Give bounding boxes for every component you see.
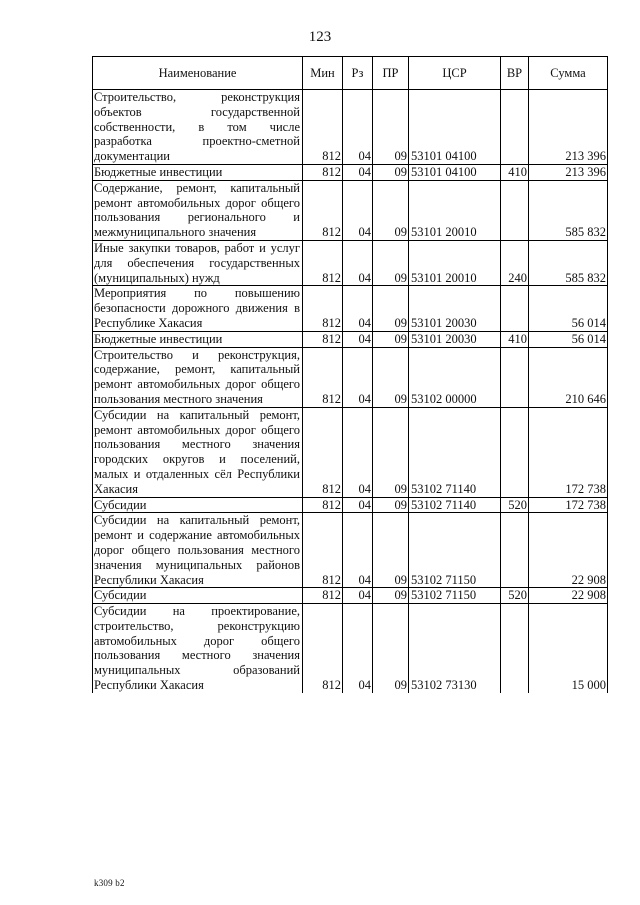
cell-vr	[501, 180, 529, 240]
cell-pr: 09	[373, 180, 409, 240]
cell-name: Субсидии на капитальный ремонт, ремонт автомобильных дорог общего пользования местного значения городских округов и поселений, малых и отдаленных сёл Республики Хакасия	[93, 407, 303, 497]
cell-csr: 53102 71150	[409, 513, 501, 588]
cell-sum: 213 396	[529, 164, 608, 180]
cell-min: 812	[303, 90, 343, 165]
cell-vr: 520	[501, 588, 529, 604]
cell-min: 812	[303, 286, 343, 331]
cell-sum: 15 000	[529, 604, 608, 693]
cell-vr	[501, 407, 529, 497]
cell-sum: 56 014	[529, 286, 608, 331]
cell-pr: 09	[373, 588, 409, 604]
cell-csr: 53102 71140	[409, 407, 501, 497]
cell-sum: 213 396	[529, 90, 608, 165]
cell-rz: 04	[343, 180, 373, 240]
cell-min: 812	[303, 240, 343, 285]
cell-sum: 22 908	[529, 588, 608, 604]
cell-sum: 56 014	[529, 331, 608, 347]
cell-min: 812	[303, 604, 343, 693]
cell-rz: 04	[343, 164, 373, 180]
column-header-csr: ЦСР	[409, 57, 501, 90]
table-row	[93, 331, 608, 347]
cell-vr: 410	[501, 331, 529, 347]
table-row	[93, 347, 608, 407]
cell-pr: 09	[373, 286, 409, 331]
cell-sum: 172 738	[529, 497, 608, 513]
cell-name: Субсидии	[93, 588, 303, 604]
cell-rz: 04	[343, 407, 373, 497]
cell-csr: 53102 71140	[409, 497, 501, 513]
cell-vr	[501, 513, 529, 588]
table-row	[93, 407, 608, 497]
table-header-row	[93, 57, 608, 90]
cell-csr: 53101 04100	[409, 164, 501, 180]
cell-min: 812	[303, 513, 343, 588]
cell-csr: 53101 20010	[409, 240, 501, 285]
cell-rz: 04	[343, 286, 373, 331]
cell-pr: 09	[373, 497, 409, 513]
cell-csr: 53102 71150	[409, 588, 501, 604]
cell-min: 812	[303, 180, 343, 240]
cell-csr: 53102 73130	[409, 604, 501, 693]
cell-pr: 09	[373, 164, 409, 180]
cell-min: 812	[303, 331, 343, 347]
table-row	[93, 164, 608, 180]
cell-vr	[501, 90, 529, 165]
cell-min: 812	[303, 407, 343, 497]
cell-vr	[501, 286, 529, 331]
column-header-name: Наименование	[93, 57, 303, 90]
cell-pr: 09	[373, 90, 409, 165]
cell-vr: 240	[501, 240, 529, 285]
table-row	[93, 513, 608, 588]
cell-rz: 04	[343, 347, 373, 407]
cell-min: 812	[303, 347, 343, 407]
table-row	[93, 604, 608, 693]
cell-min: 812	[303, 588, 343, 604]
cell-csr: 53101 20010	[409, 180, 501, 240]
cell-sum: 22 908	[529, 513, 608, 588]
table-row	[93, 588, 608, 604]
cell-min: 812	[303, 164, 343, 180]
cell-pr: 09	[373, 331, 409, 347]
cell-min: 812	[303, 497, 343, 513]
cell-rz: 04	[343, 90, 373, 165]
cell-name: Строительство и реконструкция, содержание, ремонт, капитальный ремонт автомобильных дорог общего пользования местного значения	[93, 347, 303, 407]
cell-name: Мероприятия по повышению безопасности дорожного движения в Республике Хакасия	[93, 286, 303, 331]
cell-csr: 53101 20030	[409, 331, 501, 347]
cell-vr	[501, 604, 529, 693]
cell-csr: 53102 00000	[409, 347, 501, 407]
cell-vr: 410	[501, 164, 529, 180]
cell-csr: 53101 04100	[409, 90, 501, 165]
cell-name: Бюджетные инвестиции	[93, 331, 303, 347]
table-row	[93, 286, 608, 331]
cell-vr: 520	[501, 497, 529, 513]
column-header-min: Мин	[303, 57, 343, 90]
cell-rz: 04	[343, 513, 373, 588]
cell-rz: 04	[343, 497, 373, 513]
cell-rz: 04	[343, 588, 373, 604]
footer-code: k309 b2	[94, 878, 125, 888]
cell-name: Строительство, реконструкция объектов государственной собственности, в том числе разработка проектно-сметной документации	[93, 90, 303, 165]
cell-pr: 09	[373, 240, 409, 285]
table-row	[93, 497, 608, 513]
cell-rz: 04	[343, 331, 373, 347]
cell-sum: 585 832	[529, 240, 608, 285]
column-header-pr: ПР	[373, 57, 409, 90]
cell-csr: 53101 20030	[409, 286, 501, 331]
cell-name: Содержание, ремонт, капитальный ремонт автомобильных дорог общего пользования регионального и межмуниципального значения	[93, 180, 303, 240]
cell-rz: 04	[343, 240, 373, 285]
cell-sum: 210 646	[529, 347, 608, 407]
table-body	[93, 90, 608, 693]
cell-name: Субсидии на капитальный ремонт, ремонт и содержание автомобильных дорог общего пользования местного значения муниципальных районов Республики Хакасия	[93, 513, 303, 588]
cell-name: Субсидии на проектирование, строительство, реконструкцию автомобильных дорог общего пользования местного значения муниципальных образований Республики Хакасия	[93, 604, 303, 693]
cell-name: Иные закупки товаров, работ и услуг для обеспечения государственных (муниципальных) нужд	[93, 240, 303, 285]
cell-pr: 09	[373, 604, 409, 693]
cell-sum: 585 832	[529, 180, 608, 240]
column-header-vr: ВР	[501, 57, 529, 90]
table-row	[93, 90, 608, 165]
budget-table	[92, 56, 608, 693]
page-number: 123	[308, 29, 332, 45]
cell-rz: 04	[343, 604, 373, 693]
cell-name: Субсидии	[93, 497, 303, 513]
cell-pr: 09	[373, 513, 409, 588]
table-row	[93, 180, 608, 240]
column-header-sum: Сумма	[529, 57, 608, 90]
cell-vr	[501, 347, 529, 407]
column-header-rz: Рз	[343, 57, 373, 90]
cell-sum: 172 738	[529, 407, 608, 497]
cell-pr: 09	[373, 407, 409, 497]
cell-pr: 09	[373, 347, 409, 407]
cell-name: Бюджетные инвестиции	[93, 164, 303, 180]
table-row	[93, 240, 608, 285]
